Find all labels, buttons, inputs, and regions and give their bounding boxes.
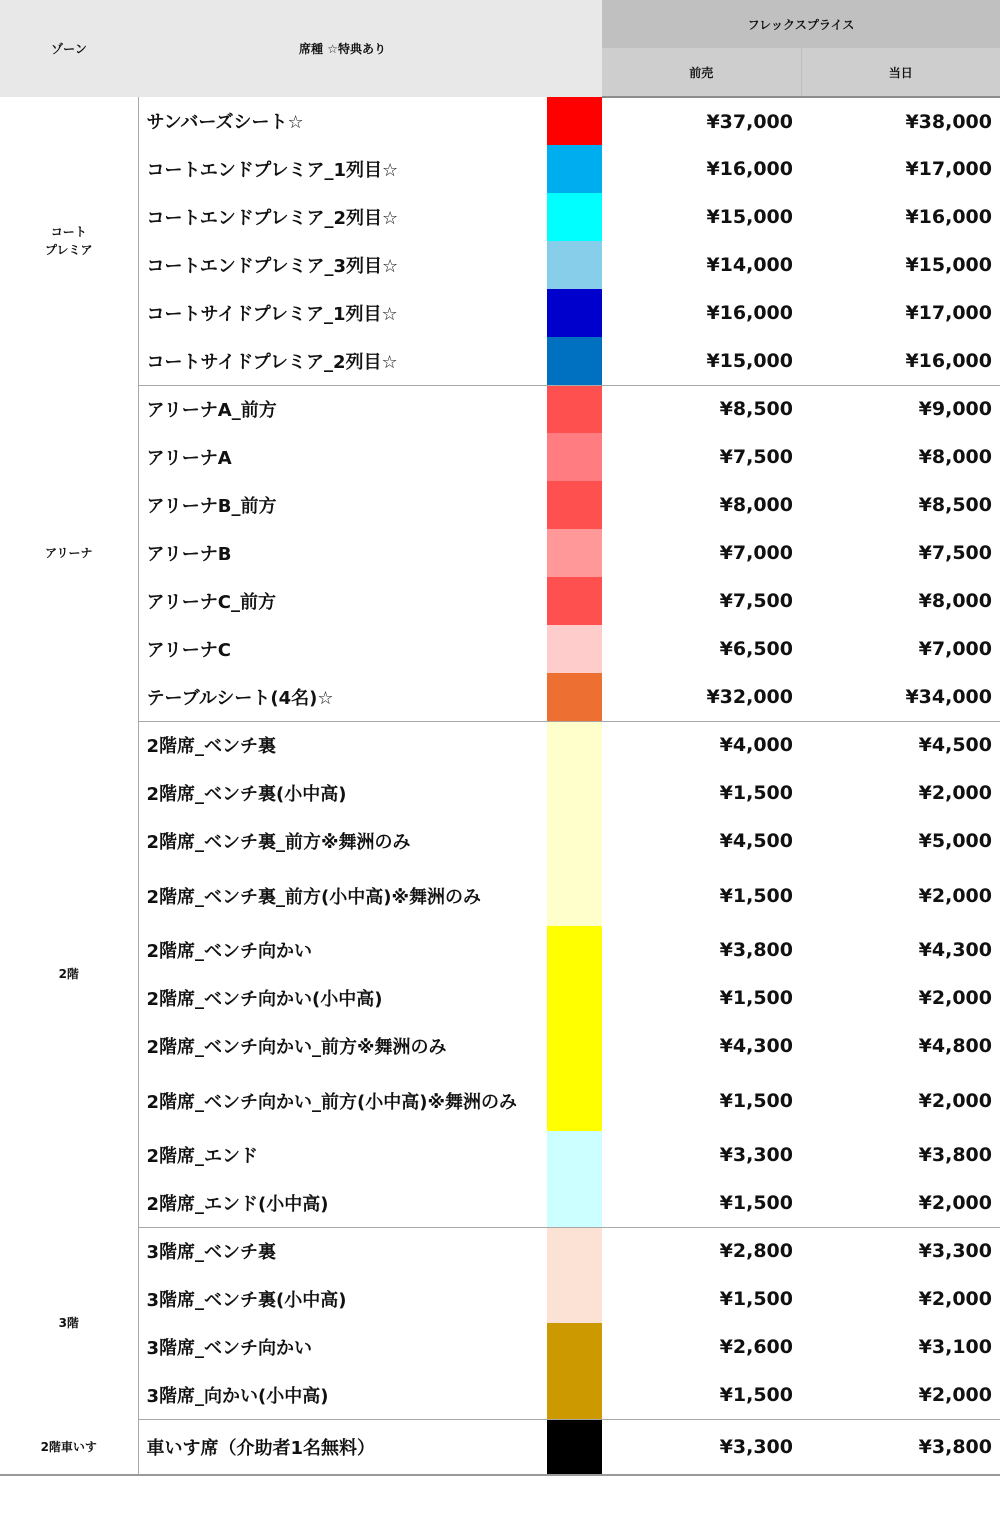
seat-type-name: アリーナA: [146, 448, 232, 469]
seat-type-name: 2階席_ベンチ裏_前方(小中高)※舞洲のみ: [146, 886, 481, 908]
sameday-price: ¥15,000: [905, 254, 992, 276]
presale-price: ¥3,300: [719, 1144, 793, 1166]
presale-price: ¥4,000: [719, 734, 793, 757]
seat-type-name: 2階席_ベンチ向かい(小中高): [146, 989, 383, 1010]
sameday-price: ¥8,000: [918, 590, 992, 612]
presale-price: ¥7,000: [719, 542, 793, 564]
presale-price: ¥3,800: [719, 939, 793, 961]
presale-price: ¥7,500: [719, 590, 793, 612]
presale-price: ¥4,300: [719, 1035, 793, 1057]
table-row: [0, 241, 1000, 289]
sameday-price: ¥34,000: [801, 673, 1000, 721]
sameday-price: ¥4,800: [918, 1035, 992, 1057]
presale-price: ¥8,000: [719, 494, 793, 516]
seat-color-swatch: [547, 926, 602, 974]
zone-column-header: ゾーン: [0, 0, 138, 97]
presale-price: ¥1,500: [602, 1371, 801, 1419]
sameday-price: ¥2,000: [801, 1371, 1000, 1419]
sameday-price: ¥5,000: [918, 830, 992, 852]
table-row: [0, 1371, 1000, 1419]
sameday-price: ¥9,000: [918, 398, 992, 421]
presale-price: ¥2,600: [719, 1336, 793, 1358]
seat-type-name: コートエンドプレミア_3列目☆: [146, 256, 399, 277]
zone-label: 3階: [0, 1227, 138, 1419]
table-row: [0, 1227, 1000, 1275]
seat-color-swatch: [547, 241, 602, 289]
presale-price: ¥6,500: [719, 638, 793, 660]
sameday-price: ¥3,800: [918, 1144, 992, 1166]
sameday-price: ¥2,000: [918, 987, 992, 1009]
table-row: [0, 1022, 1000, 1070]
seat-type-name: コートサイドプレミア_1列目☆: [146, 304, 398, 325]
table-row: [0, 1131, 1000, 1179]
table-row: [0, 974, 1000, 1022]
flex-price-header: フレックスプライス: [602, 0, 1000, 48]
table-row: [0, 1179, 1000, 1227]
seat-color-swatch: [547, 385, 602, 433]
table-row: [0, 1070, 1000, 1131]
presale-price: ¥8,500: [719, 398, 793, 421]
presale-price: ¥15,000: [706, 206, 793, 228]
seat-color-swatch: [547, 865, 602, 926]
color-column-header: [547, 0, 602, 97]
sameday-price: ¥3,100: [918, 1336, 992, 1358]
sameday-price: ¥2,000: [918, 1288, 992, 1310]
seat-type-name: アリーナC: [146, 640, 231, 661]
table-row: [0, 1419, 1000, 1475]
sameday-price: ¥16,000: [801, 337, 1000, 385]
seat-color-swatch: [547, 433, 602, 481]
seat-color-swatch: [547, 817, 602, 865]
seat-color-swatch: [547, 529, 602, 577]
table-body: [0, 97, 1000, 1475]
presale-price: ¥14,000: [706, 254, 793, 276]
table-row: [0, 721, 1000, 769]
table-row: [0, 529, 1000, 577]
seat-type-name: 2階席_ベンチ向かい: [146, 941, 313, 962]
table-row: [0, 97, 1000, 145]
seat-type-name: アリーナB_前方: [146, 496, 277, 517]
seat-color-swatch: [547, 769, 602, 817]
table-row: [0, 673, 1000, 721]
sameday-price: ¥2,000: [918, 782, 992, 804]
presale-price: ¥16,000: [706, 302, 793, 324]
seat-color-swatch: [547, 721, 602, 769]
presale-price: ¥37,000: [706, 110, 793, 133]
sameday-price: ¥4,500: [918, 734, 992, 757]
presale-price: ¥1,500: [719, 1089, 793, 1112]
zone-label: アリーナ: [0, 385, 138, 721]
zone-label: 2階: [0, 721, 138, 1227]
seat-color-swatch: [547, 577, 602, 625]
table-row: [0, 385, 1000, 433]
sameday-price: ¥8,500: [918, 494, 992, 516]
presale-price: ¥1,500: [719, 987, 793, 1009]
seat-type-name: 3階席_向かい(小中高): [138, 1371, 547, 1419]
seat-type-name: コートエンドプレミア_2列目☆: [146, 208, 399, 229]
seat-type-name: アリーナA_前方: [146, 400, 277, 422]
seat-type-name: テーブルシート(4名)☆: [138, 673, 547, 721]
sameday-price: ¥8,000: [918, 446, 992, 468]
seat-type-name: 3階席_ベンチ裏(小中高): [146, 1290, 347, 1311]
presale-price: ¥7,500: [719, 446, 793, 468]
seat-type-name: アリーナC_前方: [146, 592, 276, 613]
zone-label: 2階車いす: [0, 1419, 138, 1475]
seat-type-name: 2階席_エンド: [146, 1146, 259, 1167]
presale-price: ¥1,500: [719, 884, 793, 907]
seat-color-swatch: [547, 1323, 602, 1371]
sameday-price: ¥3,800: [801, 1419, 1000, 1475]
sameday-price: ¥16,000: [905, 206, 992, 228]
seat-type-name: アリーナB: [146, 544, 232, 565]
seat-type-name: コートエンドプレミア_1列目☆: [146, 160, 399, 181]
table-row: [0, 433, 1000, 481]
seat-type-name: 2階席_ベンチ裏_前方※舞洲のみ: [146, 832, 411, 853]
seat-color-swatch: [547, 1275, 602, 1323]
seat-color-swatch: [547, 145, 602, 193]
sameday-price: ¥2,000: [801, 1179, 1000, 1227]
seat-type-name: 2階席_エンド(小中高): [138, 1179, 547, 1227]
seat-type-name: 2階席_ベンチ向かい_前方※舞洲のみ: [146, 1037, 447, 1058]
table-row: [0, 1275, 1000, 1323]
presale-price: ¥16,000: [706, 158, 793, 180]
presale-price: ¥4,500: [719, 830, 793, 852]
seat-color-swatch: [547, 625, 602, 673]
seat-type-name: コートサイドプレミア_2列目☆: [138, 337, 547, 385]
table-row: [0, 193, 1000, 241]
sameday-price: ¥7,000: [918, 638, 992, 660]
presale-column-header: 前売: [602, 48, 801, 97]
sameday-price: ¥38,000: [905, 110, 992, 133]
seat-color-swatch: [547, 193, 602, 241]
seat-color-swatch: [547, 289, 602, 337]
table-row: [0, 289, 1000, 337]
table-row: [0, 337, 1000, 385]
seat-type-name: 2階席_ベンチ向かい_前方(小中高)※舞洲のみ: [146, 1091, 517, 1113]
table-row: [0, 817, 1000, 865]
seat-type-name: 3階席_ベンチ向かい: [146, 1338, 313, 1359]
presale-price: ¥1,500: [719, 782, 793, 804]
presale-price: ¥32,000: [602, 673, 801, 721]
table-row: [0, 577, 1000, 625]
seat-color-swatch: [547, 1419, 602, 1475]
table-row: [0, 625, 1000, 673]
seat-color-swatch: [547, 337, 602, 385]
seat-color-swatch: [547, 1227, 602, 1275]
seat-type-name: サンバーズシート☆: [146, 112, 304, 133]
seat-color-swatch: [547, 1131, 602, 1179]
seat-type-name: 車いす席（介助者1名無料）: [138, 1419, 547, 1475]
table-row: [0, 481, 1000, 529]
sameday-price: ¥17,000: [905, 158, 992, 180]
seat-color-swatch: [547, 1022, 602, 1070]
table-row: [0, 926, 1000, 974]
sameday-price: ¥17,000: [905, 302, 992, 324]
seat-color-swatch: [547, 97, 602, 145]
table-row: [0, 1323, 1000, 1371]
seat-color-swatch: [547, 481, 602, 529]
seat-color-swatch: [547, 1179, 602, 1227]
presale-price: ¥2,800: [719, 1240, 793, 1263]
table-row: [0, 865, 1000, 926]
sameday-price: ¥3,300: [918, 1240, 992, 1263]
seat-color-swatch: [547, 1070, 602, 1131]
table-row: [0, 769, 1000, 817]
sameday-price: ¥7,500: [918, 542, 992, 564]
seat-type-column-header: 席種 ☆特典あり: [138, 0, 547, 97]
sameday-price: ¥4,300: [918, 939, 992, 961]
seat-color-swatch: [547, 974, 602, 1022]
seat-type-name: 2階席_ベンチ裏(小中高): [146, 784, 347, 805]
sameday-column-header: 当日: [801, 48, 1000, 97]
table-header: [0, 0, 1000, 97]
seat-color-swatch: [547, 673, 602, 721]
seat-color-swatch: [547, 1371, 602, 1419]
zone-label: コート プレミア: [0, 97, 138, 385]
table-row: [0, 145, 1000, 193]
presale-price: ¥15,000: [602, 337, 801, 385]
sameday-price: ¥2,000: [918, 1089, 992, 1112]
sameday-price: ¥2,000: [918, 884, 992, 907]
presale-price: ¥1,500: [719, 1288, 793, 1310]
presale-price: ¥3,300: [602, 1419, 801, 1475]
presale-price: ¥1,500: [602, 1179, 801, 1227]
seat-type-name: 2階席_ベンチ裏: [146, 736, 277, 758]
seat-type-name: 3階席_ベンチ裏: [146, 1242, 277, 1264]
